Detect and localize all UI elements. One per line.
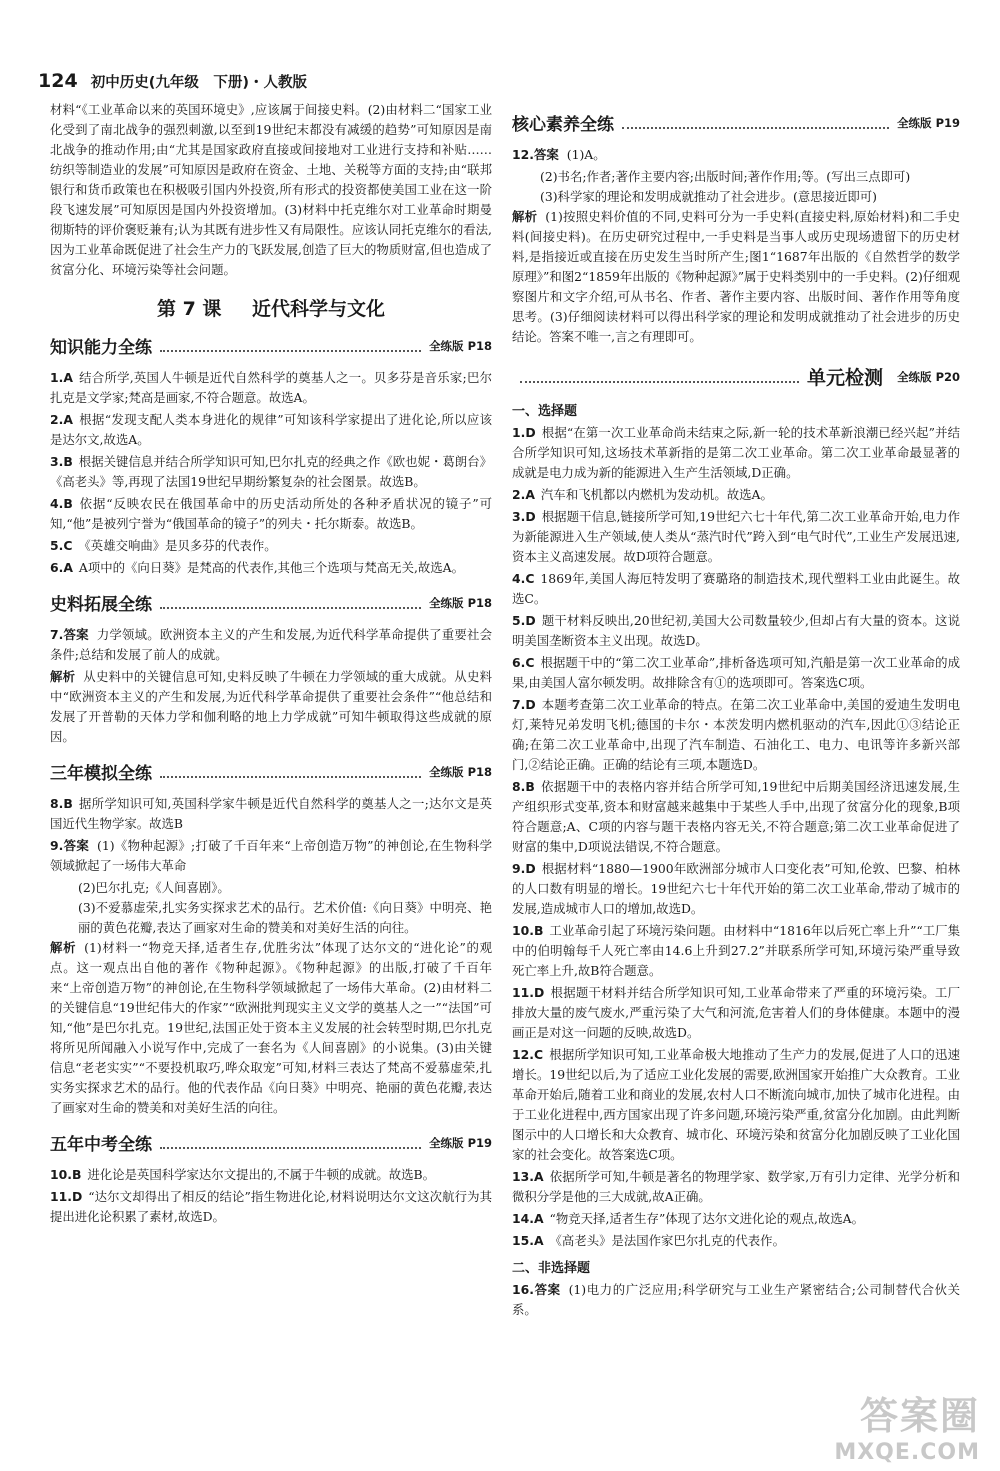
- analysis-item: 解析 (1)材料一“物竞天择,适者生存,优胜劣汰”体现了达尔文的“进化论”的观点。这一观点出自他的著作《物种起源》。《物种起源》的出版,打破了千百年来“上帝创造万物”的神创论,在生物科学领域掀起了一场伟大革命。(2)由材料二的关键信息“19世纪伟大的作家”“欧洲批判现实主义文学的奠基人之一”“法国”可知,“他”是巴尔扎克。19世纪,法国正处于资本主义发展的社会转型时期,巴尔扎克将所见所闻融入小说写作中,完成了一套名为《人间喜剧》的小说集。(3)由关键信息“老老实实”“不要投机取巧,哗众取宠”可知,材料三表达了梵高不爱慕虚荣,扎实务实探求艺术的品行。他的代表作品《向日葵》中明亮、艳丽的黄色花瓣,表达了画家对生命的赞美和对美好生活的向往。: [50, 940, 492, 1115]
- answer-line: (2)书名;作者;著作主要内容;出版时间;著作作用;等。(写出三点即可): [540, 169, 911, 184]
- answer-line: (2)巴尔扎克;《人间喜剧》。: [78, 880, 230, 895]
- dotted-rule: [520, 371, 799, 383]
- answer-item: 10.B 工业革命引起了环境污染问题。由材料中“1816年以后死亡率上升”“工厂集中的伯明翰每千人死亡率由14.6上升到27.2”并联系所学可知,环境污染严重导致死亡率上升,故B符合题意。: [512, 923, 960, 978]
- section-heading-mock: [50, 759, 492, 784]
- answer-item: 14.A “物竞天择,适者生存”体现了达尔文进化论的观点,故选A。: [512, 1211, 865, 1226]
- answer-item: 5.D 题干材料反映出,20世纪初,美国大公司数量较少,但却占有大量的资本。这说明美国垄断资本主义出现。故选D。: [512, 613, 960, 648]
- book-title: 初中历史(九年级 下册)・人教版: [90, 75, 307, 91]
- lesson-title: 近代科学与文化: [252, 298, 386, 320]
- section-page-ref: 全练版 P18: [429, 764, 492, 779]
- answer-item: 9.答案 (1)《物种起源》;打破了千百年来“上帝创造万物”的神创论,在生物科学领域掀起了一场伟大革命: [50, 838, 492, 873]
- dotted-rule: [160, 597, 421, 609]
- dotted-rule: [160, 1137, 421, 1149]
- dotted-rule: [622, 117, 889, 129]
- section-title: 三年模拟全练: [50, 764, 152, 784]
- answer-item: 3.D 根据题干信息,链接所学可知,19世纪六七十年代,第二次工业革命开始,电力作为新能源进入生产领域,使人类从“蒸汽时代”跨入到“电气时代”,工业生产发展迅速,资本主义高速发展。故D项符合题意。: [512, 509, 960, 564]
- answer-item: 4.B 依据“反映农民在俄国革命中的历史活动所处的各种矛盾状况的镜子”可知,“他”是被列宁誉为“俄国革命的镜子”的列夫・托尔斯泰。故选B。: [50, 496, 492, 531]
- section-page-ref: 全练版 P19: [429, 1135, 492, 1150]
- answer-list: [512, 423, 960, 1251]
- answer-item: 3.B 根据关键信息并结合所学知识可知,巴尔扎克的经典之作《欧也妮・葛朗台》《高老头》等,再现了法国19世纪早期纷繁复杂的社会图景。故选B。: [50, 454, 492, 489]
- analysis-item: 解析 (1)按照史料价值的不同,史料可分为一手史料(直接史料,原始材料)和二手史料(间接史料)。在历史研究过程中,一手史料是当事人或历史现场遗留下的历史材料,是指接近或直接在历史发生当时所产生;图1“1687年出版的《自然哲学的数学原理》”和图2“1859年出版的《物种起源》”属于史料类别中的一手史料。(2)仔细观察图片和文字介绍,可从书名、作者、著作主要内容、出版时间、著作作用等角度思考。(3)仔细阅读材料可以得出科学家的理论和发明成就推动了社会进步的历史结论。答案不唯一,言之有理即可。: [512, 209, 960, 344]
- answer-item: 7.答案 力学领域。欧洲资本主义的产生和发展,为近代科学革命提供了重要社会条件;总结和发展了前人的成就。: [50, 627, 492, 662]
- answer-list: [50, 368, 492, 578]
- answer-item: 11.D 根据题干材料并结合所学知识可知,工业革命带来了严重的环境污染。工厂排放大量的废气废水,严重污染了大气和河流,危害着人们的身体健康。本题中的漫画正是对这一问题的反映,故选D。: [512, 985, 960, 1040]
- page-header: [38, 70, 307, 92]
- answer-item: 15.A 《高老头》是法国作家巴尔扎克的代表作。: [512, 1233, 785, 1248]
- section-heading-sources: [50, 590, 492, 615]
- answer-line: (3)科学家的理论和发明成就推动了社会进步。(意思接近即可): [540, 189, 877, 204]
- answer-item: 16.答案 (1)电力的广泛应用;科学研究与工业生产紧密结合;公司制替代合伙关系。: [512, 1282, 960, 1317]
- answer-item: 11.D “达尔文却得出了相反的结论”指生物进化论,材料说明达尔文这次航行为其提出进化论积累了素材,故选D。: [50, 1189, 492, 1224]
- answer-item: 2.A 根据“发现支配人类本身进化的规律”可知该科学家提出了进化论,所以应该是达尔文,故选A。: [50, 412, 492, 447]
- subsection-title: 一、选择题: [512, 404, 578, 419]
- intro-paragraph: 材料“《工业革命以来的英国环境史》,应该属于间接史料。(2)由材料二“国家工业化受到了南北战争的强烈刺激,以至到19世纪末都没有减缓的趋势”可知原因是南北战争的推动作用;由“尤其是国家政府直接或间接地对工业进行支持和补贴……纺织等制造业的发展”可知原因是政府在资金、土地、关税等方面的支持;由“联邦银行和货币政策也在积极吸引国内外投资,所有形式的投资都使美国工业在这一阶段飞速发展”可知原因是国内外投资增加。(3)材料中托克维尔对工业革命时期曼彻斯特的评价褒贬兼有;认为其既有进步性又有局限性。应该认同托克维尔的看法,因为工业革命既促进了社会生产力的飞跃发展,创造了巨大的物质财富,但也造成了贫富分化、环境污染等社会问题。: [50, 102, 492, 277]
- section-heading-unit-test: [512, 363, 960, 390]
- section-page-ref: 全练版 P18: [429, 338, 492, 353]
- answer-item: 10.B 进化论是英国科学家达尔文提出的,不属于牛顿的成就。故选B。: [50, 1167, 435, 1182]
- answer-item: 7.D 本题考查第二次工业革命的特点。在第二次工业革命中,美国的爱迪生发明电灯,莱特兄弟发明飞机;德国的卡尔・本茨发明内燃机驱动的汽车,因此①③结论正确;在第二次工业革命中,出现了汽车制造、石油化工、电力、电讯等许多新兴部门,②结论正确。正确的结论有三项,本题选D。: [512, 697, 960, 772]
- subsection-title: 二、非选择题: [512, 1261, 591, 1276]
- answer-item: 5.C 《英雄交响曲》是贝多芬的代表作。: [50, 538, 277, 553]
- section-page-ref: 全练版 P20: [897, 369, 960, 384]
- section-page-ref: 全练版 P19: [897, 115, 960, 130]
- section-title: 核心素养全练: [512, 115, 614, 135]
- answer-item: 1.D 根据“在第一次工业革命尚未结束之际,新一轮的技术革新浪潮已经兴起”并结合所学知识可知,这场技术革新指的是第二次工业革命。第二次工业革命最显著的成就是电力成为新的能源进入生产生活领域,D正确。: [512, 425, 960, 480]
- section-title: 单元检测: [807, 367, 884, 389]
- right-column: [512, 100, 960, 1421]
- section-title: 史料拓展全练: [50, 595, 152, 615]
- dotted-rule: [160, 766, 421, 778]
- section-title: 知识能力全练: [50, 338, 152, 358]
- answer-item: 12.C 根据所学知识可知,工业革命极大地推动了生产力的发展,促进了人口的迅速增长。19世纪以后,为了适应工业化发展的需要,欧洲国家开始推广大众教育。工业革命开始后,随着工业和商业的发展,农村人口不断流向城市,加快了城市化进程。由于工业化进程中,西方国家出现了许多问题,环境污染严重,贫富分化加剧。由此判断图示中的人口增长和大众教育、城市化、环境污染和贫富分化加剧反映了工业化国家的社会变化。故答案选C项。: [512, 1047, 960, 1162]
- answer-item: 9.D 根据材料“1880—1900年欧洲部分城市人口变化表”可知,伦敦、巴黎、柏林的人口数有明显的增长。19世纪六七十年代开始的第二次工业革命,带动了城市的发展,造成城市人口的增加,故选D。: [512, 861, 960, 916]
- answer-item: 6.A A项中的《向日葵》是梵高的代表作,其他三个选项与梵高无关,故选A。: [50, 560, 465, 575]
- answer-line: (3)不爱慕虚荣,扎实务实探求艺术的品行。艺术价值:《向日葵》中明亮、艳丽的黄色花瓣,表达了画家对生命的赞美和对美好生活的向往。: [78, 900, 492, 935]
- page-number: 124: [38, 70, 78, 92]
- answer-item: 1.A 结合所学,英国人牛顿是近代自然科学的奠基人之一。贝多芬是音乐家;巴尔扎克是文学家;梵高是画家,不符合题意。故选A。: [50, 370, 492, 405]
- watermark: [834, 1385, 980, 1465]
- section-heading-core: [512, 110, 960, 135]
- answer-item: 8.B 据所学知识可知,英国科学家牛顿是近代自然科学的奠基人之一;达尔文是英国近代生物学家。故选B: [50, 796, 492, 831]
- answer-item: 6.C 根据题干中的“第二次工业革命”,排析备选项可知,汽船是第一次工业革命的成果,由美国人富尔顿发明。故排除含有①的选项即可。答案选C项。: [512, 655, 960, 690]
- lesson-heading: [50, 294, 492, 321]
- section-page-ref: 全练版 P18: [429, 595, 492, 610]
- answer-item: 4.C 1869年,美国人海厄特发明了赛璐珞的制造技术,现代塑料工业由此诞生。故选C。: [512, 571, 960, 606]
- section-heading-knowledge: [50, 333, 492, 358]
- answer-item: 2.A 汽车和飞机都以内燃机为发动机。故选A。: [512, 487, 773, 502]
- analysis-item: 解析 从史料中的关键信息可知,史料反映了牛顿在力学领域的重大成就。从史料中“欧洲资本主义的产生和发展,为近代科学革命提供了重要社会条件”“他总结和发展了开普勒的天体力学和伽利略的地上力学成就”可知牛顿取得这些成就的原因。: [50, 669, 492, 744]
- answer-item: 8.B 依据题干中的表格内容并结合所学可知,19世纪中后期美国经济迅速发展,生产组织形式变革,资本和财富越来越集中于某些人手中,出现了贫富分化的现象,B项符合题意;A、C项的内容与题干表格内容无关,不符合题意;第二次工业革命促进了财富的集中,D项说法错误,不符合题意。: [512, 779, 960, 854]
- left-column: [50, 100, 492, 1421]
- answer-item: 12.答案 (1)A。: [512, 147, 606, 162]
- section-heading-exam: [50, 1130, 492, 1155]
- watermark-logo-text: 答案圈: [859, 1394, 980, 1438]
- dotted-rule: [160, 340, 421, 352]
- lesson-number: 第 7 课: [156, 298, 222, 320]
- watermark-url: MXQE.COM: [834, 1440, 980, 1465]
- answer-item: 13.A 依据所学可知,牛顿是著名的物理学家、数学家,万有引力定律、光学分析和微积分学是他的三大成就,故A正确。: [512, 1169, 960, 1204]
- section-title: 五年中考全练: [50, 1135, 152, 1155]
